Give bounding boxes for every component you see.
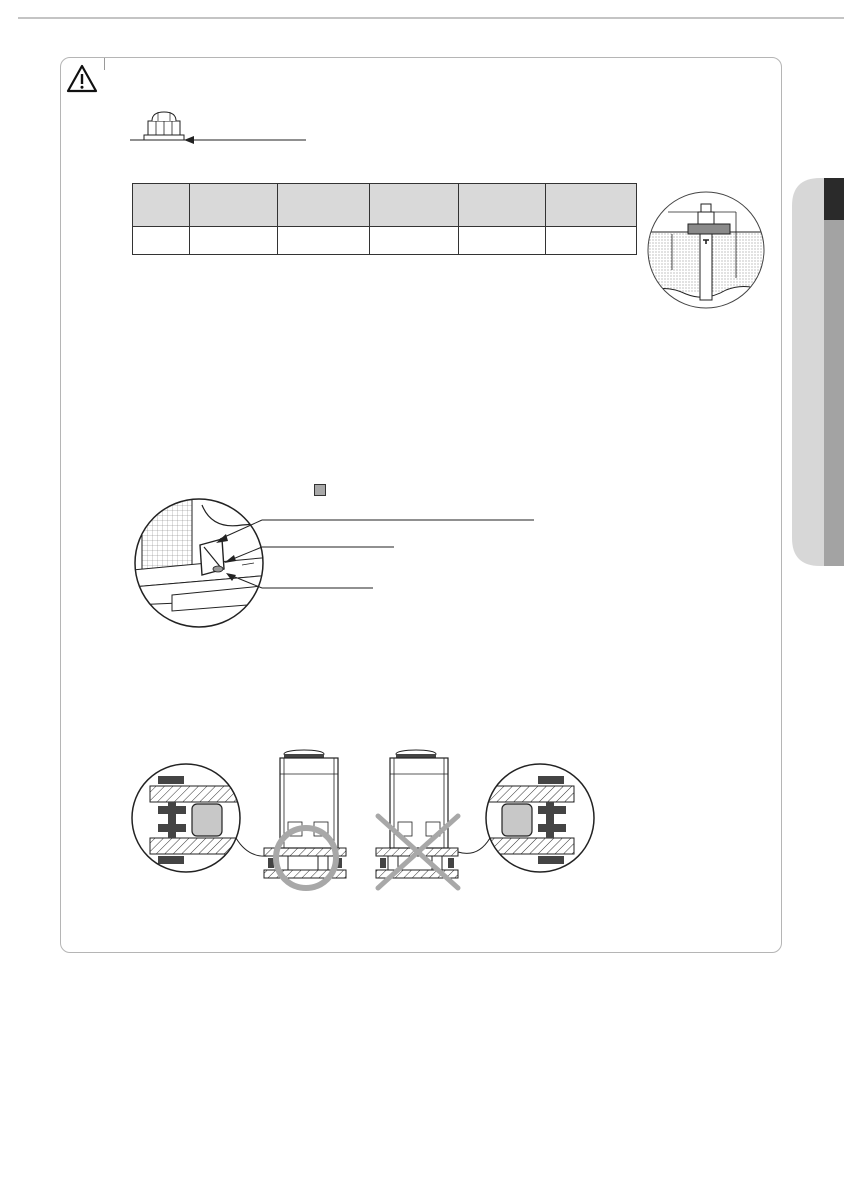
outdoor-unit-incorrect bbox=[376, 750, 458, 878]
table-header-cell bbox=[133, 184, 190, 227]
anchor-bolt-detail-figure bbox=[646, 188, 766, 312]
hex-nut-figure bbox=[130, 108, 310, 148]
table-cell bbox=[546, 227, 637, 255]
side-tab-marker bbox=[792, 178, 844, 566]
table-header-cell bbox=[546, 184, 637, 227]
table-cell bbox=[278, 227, 370, 255]
table-row bbox=[133, 227, 637, 255]
table-header-cell bbox=[190, 184, 278, 227]
title-marker bbox=[104, 58, 105, 70]
table-header-cell bbox=[370, 184, 459, 227]
table-header-cell bbox=[459, 184, 546, 227]
torque-table bbox=[132, 183, 637, 255]
table-cell bbox=[190, 227, 278, 255]
table-header-row bbox=[133, 184, 637, 227]
installation-comparison-figure bbox=[128, 746, 608, 894]
table-cell bbox=[370, 227, 459, 255]
table-header-cell bbox=[278, 184, 370, 227]
warning-triangle-icon bbox=[66, 64, 98, 94]
table-cell bbox=[133, 227, 190, 255]
bracket-detail-figure bbox=[132, 495, 537, 630]
table-cell bbox=[459, 227, 546, 255]
